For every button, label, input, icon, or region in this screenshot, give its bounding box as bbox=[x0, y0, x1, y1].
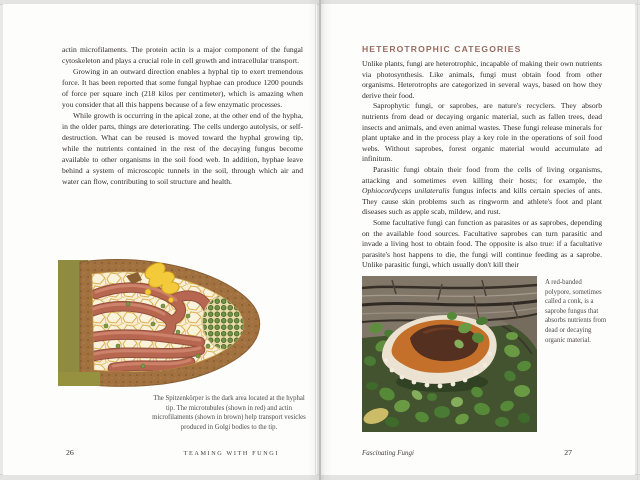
paragraph: Saprophytic fungi, or saprobes, are nature's recyclers. They absorb nutrients from dead or decaying organic material, such as fallen trees, dead insects and animals, and even animal wastes. These fungi release minerals for plant uptake and in the process play a key role in the operations of soil food webs. Without saprobes, forest organic material would accumulate ad infinitum. bbox=[362, 101, 602, 164]
paragraph: Unlike plants, fungi are heterotrophic, incapable of making their own nutrients via photosynthesis. Like animals, fungi must obtain food from other organisms. Heterotrophs are categorized in several ways, based on how they derive their food. bbox=[362, 59, 602, 100]
page-number-right: 27 bbox=[564, 448, 572, 457]
running-head: TEAMING WITH FUNGI bbox=[183, 450, 279, 457]
section-heading: HETEROTROPHIC CATEGORIES bbox=[362, 44, 522, 54]
page-right bbox=[320, 4, 635, 475]
polypore-photo bbox=[362, 276, 537, 432]
species-name: Ophiocordyceps unilateralis bbox=[362, 186, 450, 196]
photo-caption: A red-banded polypore, sometimes called a conk, is a saprobe fungus that absorbs nutrients from dead or decaying organic material. bbox=[545, 279, 607, 344]
paragraph bbox=[362, 165, 602, 218]
paragraph-text: Parasitic fungi obtain their food from the cells of living organisms, attacking and sometimes even killing their hosts; for example, the bbox=[362, 164, 602, 185]
running-foot: Fascinating Fungi bbox=[362, 449, 414, 457]
paragraph: actin microfilaments. The protein actin is a major component of the fungal cytoskeleton and plays a crucial role in cell growth and intracellular transport. bbox=[62, 45, 303, 65]
paragraph-text: fungus infects and kills certain species of ants. They cause skin problems such as ringworm and athlete's foot and plant diseases such as apple scab, mildew, and rust. bbox=[362, 186, 602, 217]
page-left bbox=[3, 4, 317, 475]
paragraph: While growth is occurring in the apical zone, at the other end of the hypha, in the older parts, things are deteriorating. The cells undergo autolysis, or self-destruction. What can be reused is moved toward the hyphal growing tip, while the nutrients contained in the rest of the decaying fungus become available to other organisms in the soil food web. In addition, hyphae leave behind a system of microscopic tunnels in the soil, through which air and water can flow, contributing to soil structure and health. bbox=[62, 111, 303, 186]
right-text-column bbox=[362, 44, 602, 271]
hyphal-tip-illustration bbox=[58, 246, 273, 391]
illustration-caption: The Spitzenkörper is the dark area located at the hyphal tip. The microtubules (shown in red) and actin microfilaments (shown in brown) help transport vesicles produced in Golgi bodies to the tip. bbox=[152, 395, 306, 431]
paragraph: Some facultative fungi can function as parasites or as saprobes, depending on the available food sources. Facultative saprobes can turn parasitic and invade a living host to obtain food. The opposite is also true: if a facultative parasite's host happens to die, the fungi will continue feeding as a saprobe. Unlike parasitic fungi, which usually don't kill their bbox=[362, 217, 602, 270]
page-number-left: 26 bbox=[66, 448, 74, 457]
scan-edge-right bbox=[637, 0, 638, 480]
paragraph: Growing in an outward direction enables a hyphal tip to exert tremendous force. It has been reported that some fungal hyphae can produce 1200 pounds of force per square inch (218 kilos per centimeter), which is amazing when you consider that all this happens because of a few enzymatic processes. bbox=[62, 67, 303, 109]
gutter-line bbox=[319, 0, 321, 480]
gutter-line-faint bbox=[315, 0, 316, 480]
left-text-column bbox=[62, 44, 303, 187]
